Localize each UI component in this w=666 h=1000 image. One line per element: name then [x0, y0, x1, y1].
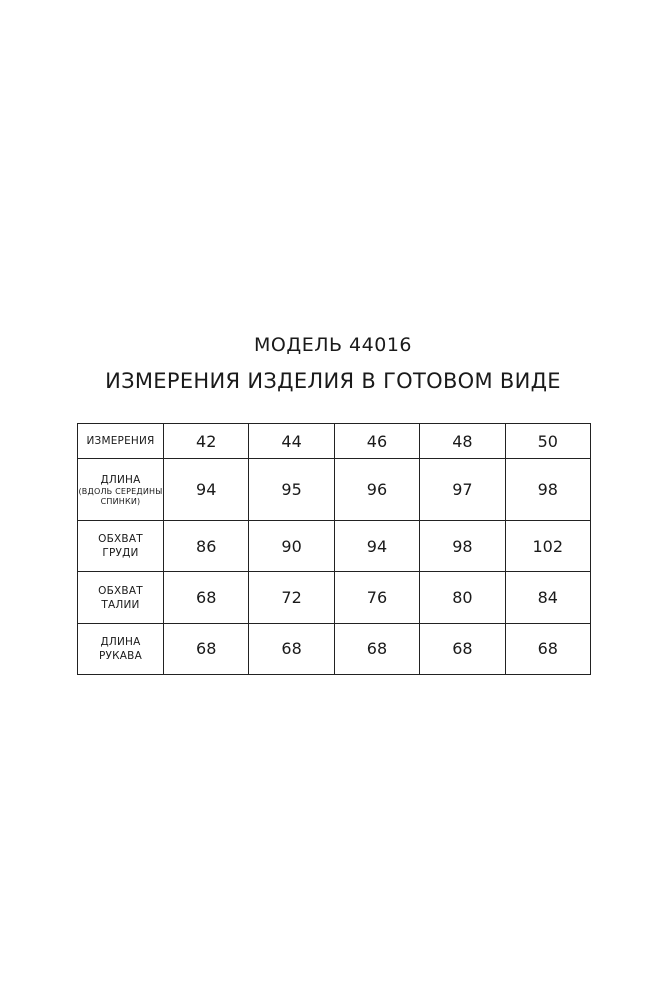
row-label-cell — [78, 623, 164, 674]
row-label-cell — [78, 459, 164, 521]
size-header-cell: 48 — [420, 424, 505, 459]
header-label-cell: ИЗМЕРЕНИЯ — [78, 424, 164, 459]
row-label-cell — [78, 521, 164, 572]
value-cell: 90 — [249, 521, 334, 572]
row-label-note: СПИНКИ) — [100, 496, 141, 506]
value-cell: 68 — [420, 623, 505, 674]
row-label-cell — [78, 572, 164, 623]
value-cell: 97 — [420, 459, 505, 521]
row-label-line: ОБХВАТ — [98, 584, 143, 597]
value-cell: 86 — [164, 521, 249, 572]
value-cell: 96 — [334, 459, 419, 521]
row-label-line: ДЛИНА — [100, 635, 141, 648]
value-cell: 95 — [249, 459, 334, 521]
value-cell: 68 — [334, 623, 419, 674]
row-label-line: РУКАВА — [99, 649, 142, 662]
size-header-cell: 42 — [164, 424, 249, 459]
row-label-line: ТАЛИИ — [101, 598, 140, 611]
row-label-line: ДЛИНА — [100, 473, 141, 486]
value-cell: 68 — [164, 572, 249, 623]
value-cell: 94 — [164, 459, 249, 521]
value-cell: 80 — [420, 572, 505, 623]
value-cell: 98 — [505, 459, 590, 521]
value-cell: 76 — [334, 572, 419, 623]
size-chart-table — [77, 423, 591, 675]
size-header-cell: 46 — [334, 424, 419, 459]
table-header-row — [78, 424, 591, 459]
table-row-length — [78, 459, 591, 521]
value-cell: 102 — [505, 521, 590, 572]
value-cell: 94 — [334, 521, 419, 572]
table-row-sleeve — [78, 623, 591, 674]
table-row-chest — [78, 521, 591, 572]
table-row-waist — [78, 572, 591, 623]
size-header-cell: 50 — [505, 424, 590, 459]
value-cell: 68 — [164, 623, 249, 674]
model-title: МОДЕЛЬ 44016 — [254, 334, 412, 356]
value-cell: 68 — [249, 623, 334, 674]
value-cell: 98 — [420, 521, 505, 572]
value-cell: 84 — [505, 572, 590, 623]
value-cell: 72 — [249, 572, 334, 623]
page-title: ИЗМЕРЕНИЯ ИЗДЕЛИЯ В ГОТОВОМ ВИДЕ — [105, 369, 561, 393]
row-label-note: (ВДОЛЬ СЕРЕДИНЫ — [78, 486, 163, 496]
size-header-cell: 44 — [249, 424, 334, 459]
value-cell: 68 — [505, 623, 590, 674]
row-label-line: ОБХВАТ — [98, 533, 143, 546]
row-label-line: ГРУДИ — [102, 547, 139, 560]
